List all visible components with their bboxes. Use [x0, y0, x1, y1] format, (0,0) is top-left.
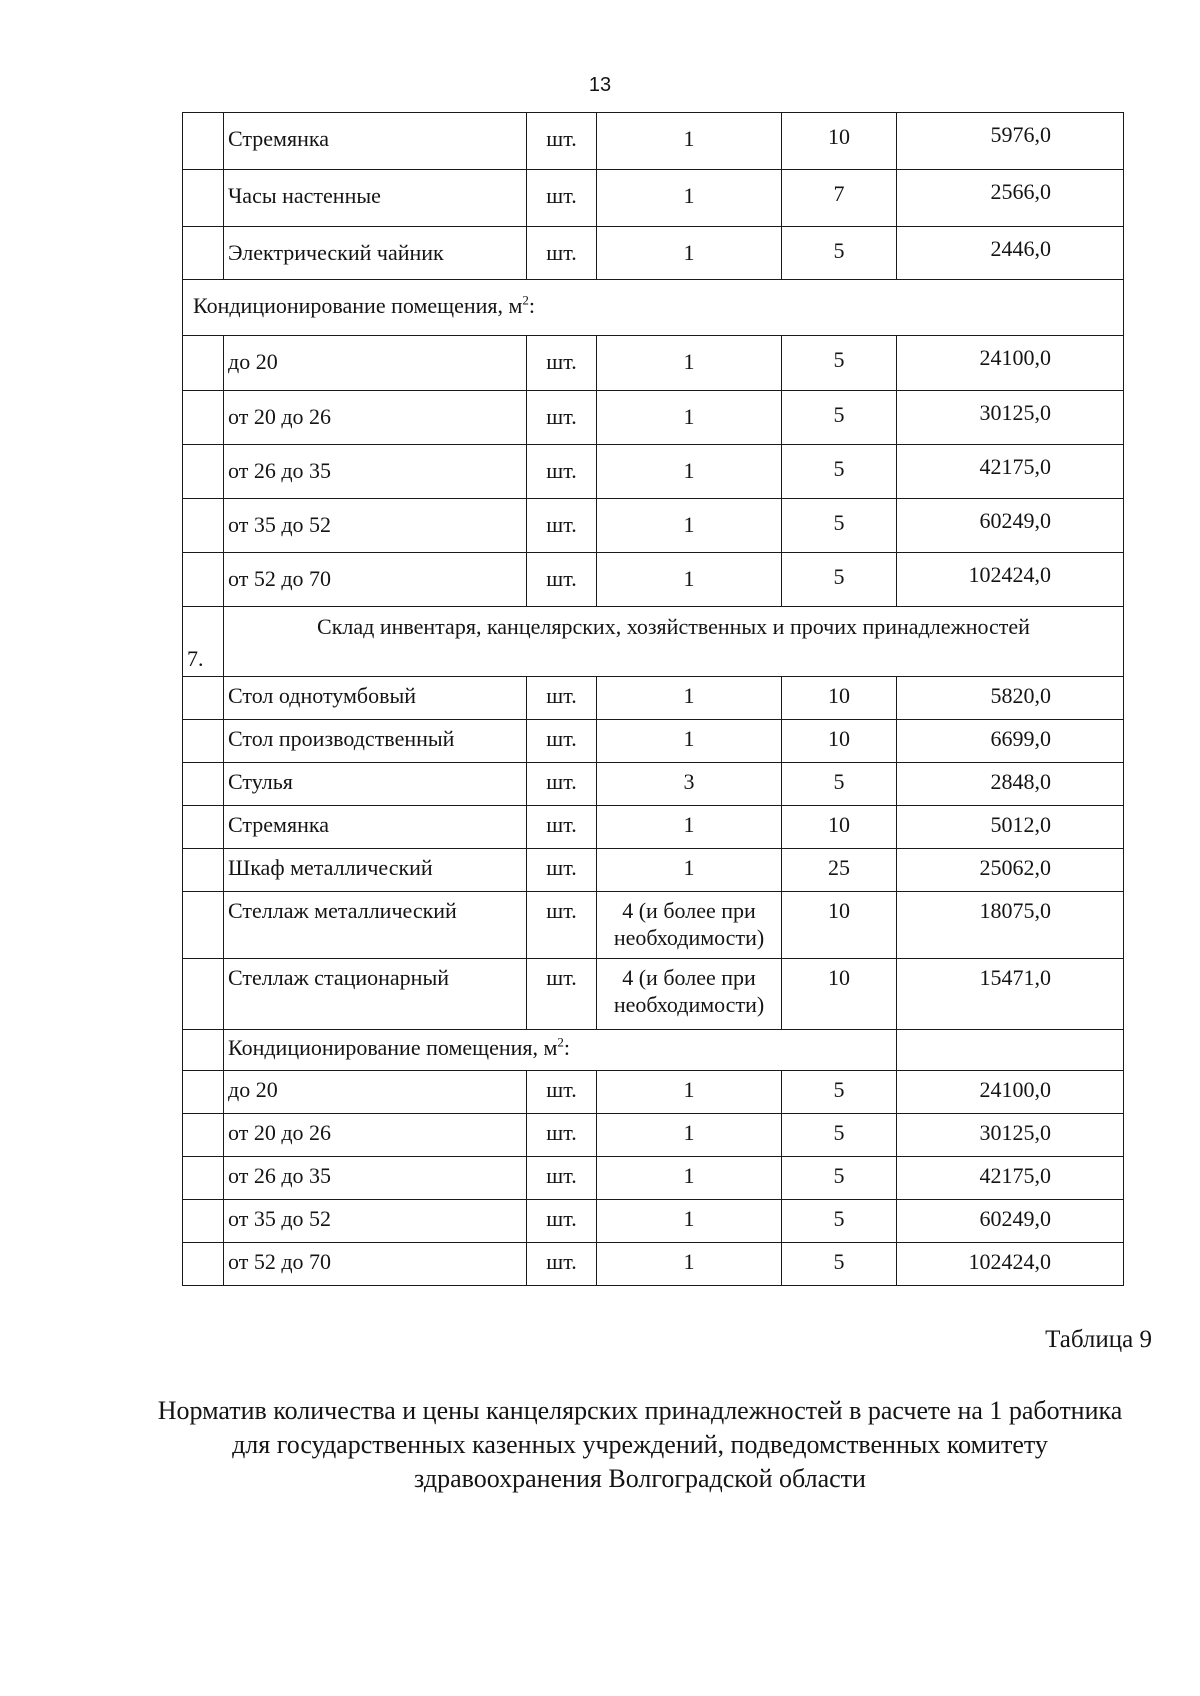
price-cell — [897, 1030, 1124, 1071]
group-header-text: Кондиционирование помещения, м — [193, 293, 523, 318]
item-name-cell: Электрический чайник — [224, 227, 527, 280]
item-name-cell: Стол производственный — [224, 720, 527, 763]
quantity-cell: 3 — [597, 763, 782, 806]
table-row — [183, 677, 1124, 720]
unit-cell: шт. — [527, 763, 597, 806]
item-name-cell: от 26 до 35 — [224, 445, 527, 499]
quantity-cell: 1 — [597, 677, 782, 720]
price-cell: 25062,0 — [897, 849, 1124, 892]
table-row — [183, 113, 1124, 170]
quantity-cell: 1 — [597, 1114, 782, 1157]
unit-cell: шт. — [527, 1200, 597, 1243]
item-name-cell: Стремянка — [224, 113, 527, 170]
table-row — [183, 607, 1124, 677]
item-name-cell: от 20 до 26 — [224, 391, 527, 445]
row-number-cell — [183, 763, 224, 806]
unit-cell: шт. — [527, 391, 597, 445]
price-cell: 15471,0 — [897, 959, 1124, 1030]
row-number-cell — [183, 391, 224, 445]
unit-cell: шт. — [527, 336, 597, 391]
row-number-cell — [183, 170, 224, 227]
item-name-cell: Стол однотумбовый — [224, 677, 527, 720]
norm-table — [182, 112, 1124, 1286]
price-cell: 102424,0 — [897, 553, 1124, 607]
table-row — [183, 280, 1124, 336]
unit-cell: шт. — [527, 553, 597, 607]
table-label: Таблица 9 — [1045, 1326, 1152, 1353]
quantity-cell: 1 — [597, 445, 782, 499]
quantity-cell: 1 — [597, 499, 782, 553]
item-name-cell: Стулья — [224, 763, 527, 806]
price-cell: 2566,0 — [897, 170, 1124, 227]
price-cell: 18075,0 — [897, 892, 1124, 959]
item-name-cell: от 35 до 52 — [224, 499, 527, 553]
service-life-cell: 10 — [782, 959, 897, 1030]
table-row — [183, 1200, 1124, 1243]
unit-cell: шт. — [527, 227, 597, 280]
unit-cell: шт. — [527, 849, 597, 892]
group-header-sup: 2 — [522, 292, 529, 308]
price-cell: 42175,0 — [897, 445, 1124, 499]
table-row — [183, 1030, 1124, 1071]
price-cell: 5012,0 — [897, 806, 1124, 849]
table-row — [183, 892, 1124, 959]
service-life-cell: 5 — [782, 1114, 897, 1157]
group-header-sup: 2 — [557, 1034, 564, 1050]
table-row — [183, 553, 1124, 607]
row-number-cell — [183, 892, 224, 959]
price-cell: 60249,0 — [897, 499, 1124, 553]
price-cell: 30125,0 — [897, 1114, 1124, 1157]
group-header-suffix: : — [563, 1035, 571, 1060]
table-row — [183, 336, 1124, 391]
page-number: 13 — [588, 74, 612, 96]
item-name-cell: Часы настенные — [224, 170, 527, 227]
table-row — [183, 499, 1124, 553]
service-life-cell: 10 — [782, 892, 897, 959]
quantity-cell: 1 — [597, 227, 782, 280]
table-row — [183, 806, 1124, 849]
service-life-cell: 5 — [782, 1157, 897, 1200]
price-cell: 6699,0 — [897, 720, 1124, 763]
item-name-cell: Шкаф металлический — [224, 849, 527, 892]
row-number-cell — [183, 1071, 224, 1114]
item-name-cell: от 26 до 35 — [224, 1157, 527, 1200]
unit-cell: шт. — [527, 113, 597, 170]
row-number-cell — [183, 1243, 224, 1286]
row-number-cell — [183, 806, 224, 849]
price-cell: 2848,0 — [897, 763, 1124, 806]
row-number-cell — [183, 445, 224, 499]
unit-cell: шт. — [527, 720, 597, 763]
item-name-cell: до 20 — [224, 336, 527, 391]
service-life-cell: 10 — [782, 806, 897, 849]
price-cell: 102424,0 — [897, 1243, 1124, 1286]
service-life-cell: 5 — [782, 763, 897, 806]
row-number-cell — [183, 499, 224, 553]
service-life-cell: 5 — [782, 391, 897, 445]
unit-cell: шт. — [527, 1243, 597, 1286]
unit-cell: шт. — [527, 170, 597, 227]
quantity-cell: 1 — [597, 806, 782, 849]
row-number-cell — [183, 720, 224, 763]
unit-cell: шт. — [527, 1071, 597, 1114]
row-number-cell — [183, 1030, 224, 1071]
table-row — [183, 227, 1124, 280]
unit-cell: шт. — [527, 677, 597, 720]
row-number-cell — [183, 959, 224, 1030]
price-cell: 60249,0 — [897, 1200, 1124, 1243]
group-header-suffix: : — [528, 293, 536, 318]
service-life-cell: 5 — [782, 445, 897, 499]
table-row — [183, 849, 1124, 892]
quantity-cell: 1 — [597, 170, 782, 227]
group-header-cell — [224, 1030, 897, 1071]
table-row — [183, 170, 1124, 227]
unit-cell: шт. — [527, 959, 597, 1030]
price-cell: 42175,0 — [897, 1157, 1124, 1200]
row-number-cell — [183, 553, 224, 607]
quantity-cell: 1 — [597, 1200, 782, 1243]
unit-cell: шт. — [527, 1114, 597, 1157]
row-number-cell — [183, 1157, 224, 1200]
item-name-cell: от 52 до 70 — [224, 1243, 527, 1286]
row-number-cell — [183, 677, 224, 720]
table-row — [183, 959, 1124, 1030]
quantity-cell: 1 — [597, 1071, 782, 1114]
quantity-cell: 1 — [597, 113, 782, 170]
row-number-cell — [183, 1114, 224, 1157]
quantity-cell: 4 (и более при необходимости) — [597, 892, 782, 959]
group-header-cell — [183, 280, 1124, 336]
table-row — [183, 720, 1124, 763]
service-life-cell: 5 — [782, 1071, 897, 1114]
item-name-cell: Стеллаж стационарный — [224, 959, 527, 1030]
service-life-cell: 5 — [782, 227, 897, 280]
quantity-cell: 1 — [597, 849, 782, 892]
item-name-cell: от 52 до 70 — [224, 553, 527, 607]
section-number-cell: 7. — [183, 607, 224, 677]
quantity-cell: 1 — [597, 336, 782, 391]
row-number-cell — [183, 113, 224, 170]
quantity-cell: 1 — [597, 391, 782, 445]
row-number-cell — [183, 336, 224, 391]
document-title: Норматив количества и цены канцелярских принадлежностей в расчете на 1 работника для государственных казенных учреждений, подведомственных комитету здравоохранения Волгоградской области — [157, 1396, 1123, 1493]
table-row — [183, 1071, 1124, 1114]
quantity-cell: 4 (и более при необходимости) — [597, 959, 782, 1030]
table-row — [183, 763, 1124, 806]
service-life-cell: 5 — [782, 553, 897, 607]
unit-cell: шт. — [527, 445, 597, 499]
quantity-cell: 1 — [597, 1157, 782, 1200]
price-cell: 2446,0 — [897, 227, 1124, 280]
service-life-cell: 7 — [782, 170, 897, 227]
price-cell: 24100,0 — [897, 1071, 1124, 1114]
quantity-cell: 1 — [597, 553, 782, 607]
item-name-cell: от 35 до 52 — [224, 1200, 527, 1243]
row-number-cell — [183, 849, 224, 892]
price-cell: 5976,0 — [897, 113, 1124, 170]
service-life-cell: 5 — [782, 336, 897, 391]
unit-cell: шт. — [527, 499, 597, 553]
service-life-cell: 25 — [782, 849, 897, 892]
row-number-cell — [183, 1200, 224, 1243]
service-life-cell: 10 — [782, 677, 897, 720]
service-life-cell: 5 — [782, 1243, 897, 1286]
item-name-cell: до 20 — [224, 1071, 527, 1114]
table-row — [183, 391, 1124, 445]
service-life-cell: 5 — [782, 1200, 897, 1243]
norm-table-body — [183, 113, 1124, 1286]
table-row — [183, 1157, 1124, 1200]
item-name-cell: Стремянка — [224, 806, 527, 849]
price-cell: 24100,0 — [897, 336, 1124, 391]
service-life-cell: 10 — [782, 113, 897, 170]
price-cell: 5820,0 — [897, 677, 1124, 720]
unit-cell: шт. — [527, 806, 597, 849]
table-row — [183, 445, 1124, 499]
row-number-cell — [183, 227, 224, 280]
table-row — [183, 1114, 1124, 1157]
quantity-cell: 1 — [597, 1243, 782, 1286]
quantity-cell: 1 — [597, 720, 782, 763]
group-header-text: Кондиционирование помещения, м — [228, 1035, 558, 1060]
unit-cell: шт. — [527, 1157, 597, 1200]
section-title-cell: Склад инвентаря, канцелярских, хозяйственных и прочих принадлежностей — [224, 607, 1124, 677]
service-life-cell: 5 — [782, 499, 897, 553]
unit-cell: шт. — [527, 892, 597, 959]
item-name-cell: Стеллаж металлический — [224, 892, 527, 959]
price-cell: 30125,0 — [897, 391, 1124, 445]
table-row — [183, 1243, 1124, 1286]
service-life-cell: 10 — [782, 720, 897, 763]
item-name-cell: от 20 до 26 — [224, 1114, 527, 1157]
